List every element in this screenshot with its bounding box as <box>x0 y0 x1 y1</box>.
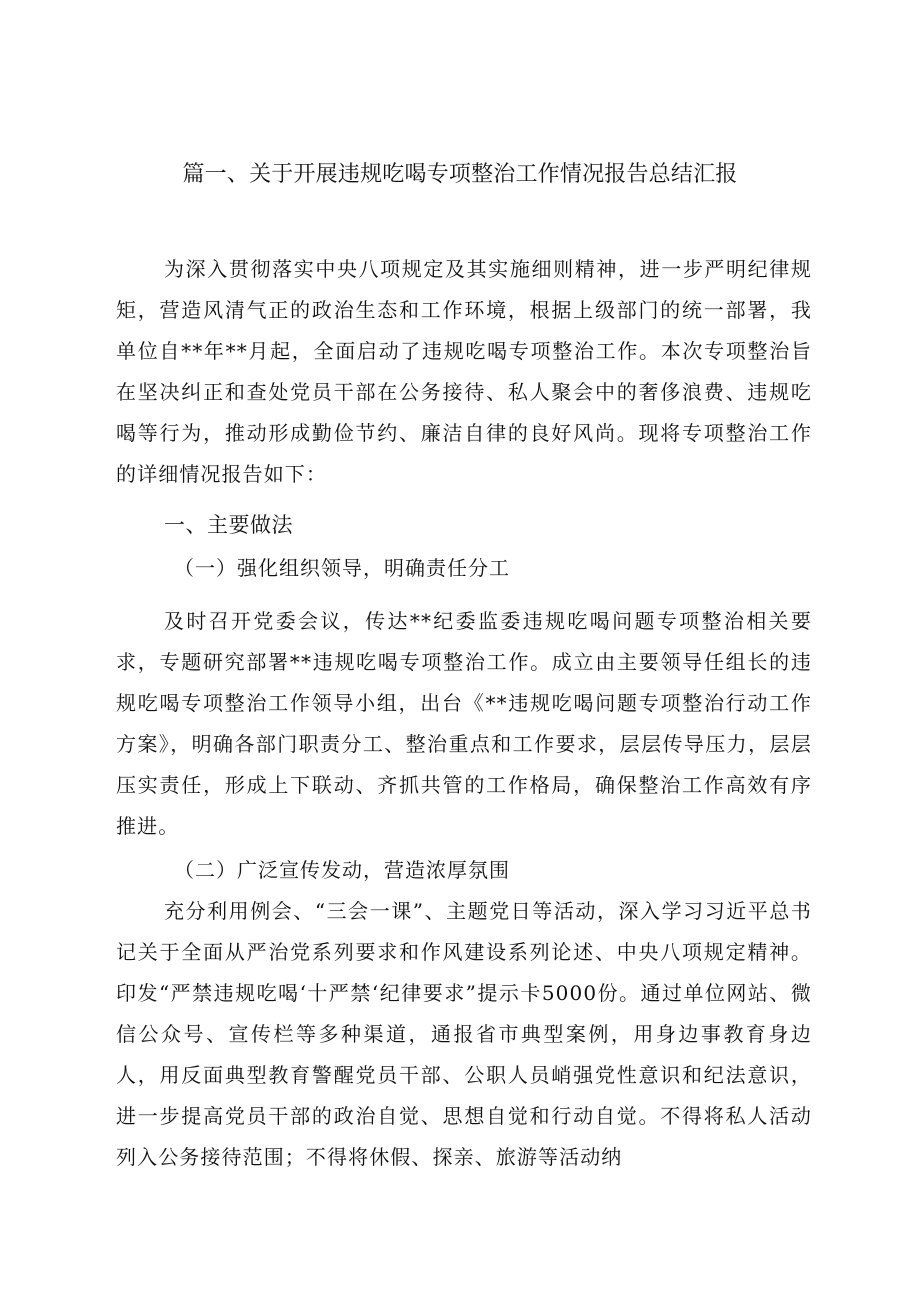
subsection-2-heading: （二）广泛宣传发动，营造浓厚氛围 <box>174 858 510 882</box>
subsection-2-paragraph: 充分利用例会、“三会一课”、主题党日等活动，深入学习习近平总书记关于全面从严治党系列要求和作风建设系列论述、中央八项规定精神。印发“严禁违规吃喝‘十严禁‘纪律要求”提示卡5000份。通过单位网站、微信公众号、宣传栏等多种渠道，通报省市典型案例，用身边事教育身边人，用反面典型教育警醒党员干部、公职人员峭强党性意识和纪法意识，进一步提高党员干部的政治自觉、思想自觉和行动自觉。不得将私人活动列入公务接待范围；不得将休假、探亲、旅游等活动纳 <box>116 899 812 1169</box>
intro-paragraph: 为深入贯彻落实中央八项规定及其实施细则精神，进一步严明纪律规矩，营造风清气正的政治生态和工作环境，根据上级部门的统一部署，我单位自**年**月起，全面启动了违规吃喝专项整治工作。本次专项整治旨在坚决纠正和查处党员干部在公务接待、私人聚会中的奢侈浪费、违规吃喝等行为，推动形成勤俭节约、廉洁自律的良好风尚。现将专项整治工作的详细情况报告如下： <box>116 257 812 486</box>
subsection-1-paragraph: 及时召开党委会议，传达**纪委监委违规吃喝问题专项整治相关要求，专题研究部署**违规吃喝专项整治工作。成立由主要领导任组长的违规吃喝专项整治工作领导小组，出台《**违规吃喝问题专项整治行动工作方案》，明确各部门职责分工、整治重点和工作要求，层层传导压力，层层压实责任，形成上下联动、齐抓共管的工作格局，确保整治工作高效有序推进。 <box>116 609 812 838</box>
document-title: 篇一、关于开展违规吃喝专项整治工作情况报告总结汇报 <box>182 162 738 187</box>
section-heading: 一、主要做法 <box>164 513 293 537</box>
subsection-1-heading: （一）强化组织领导，明确责任分工 <box>174 556 510 580</box>
